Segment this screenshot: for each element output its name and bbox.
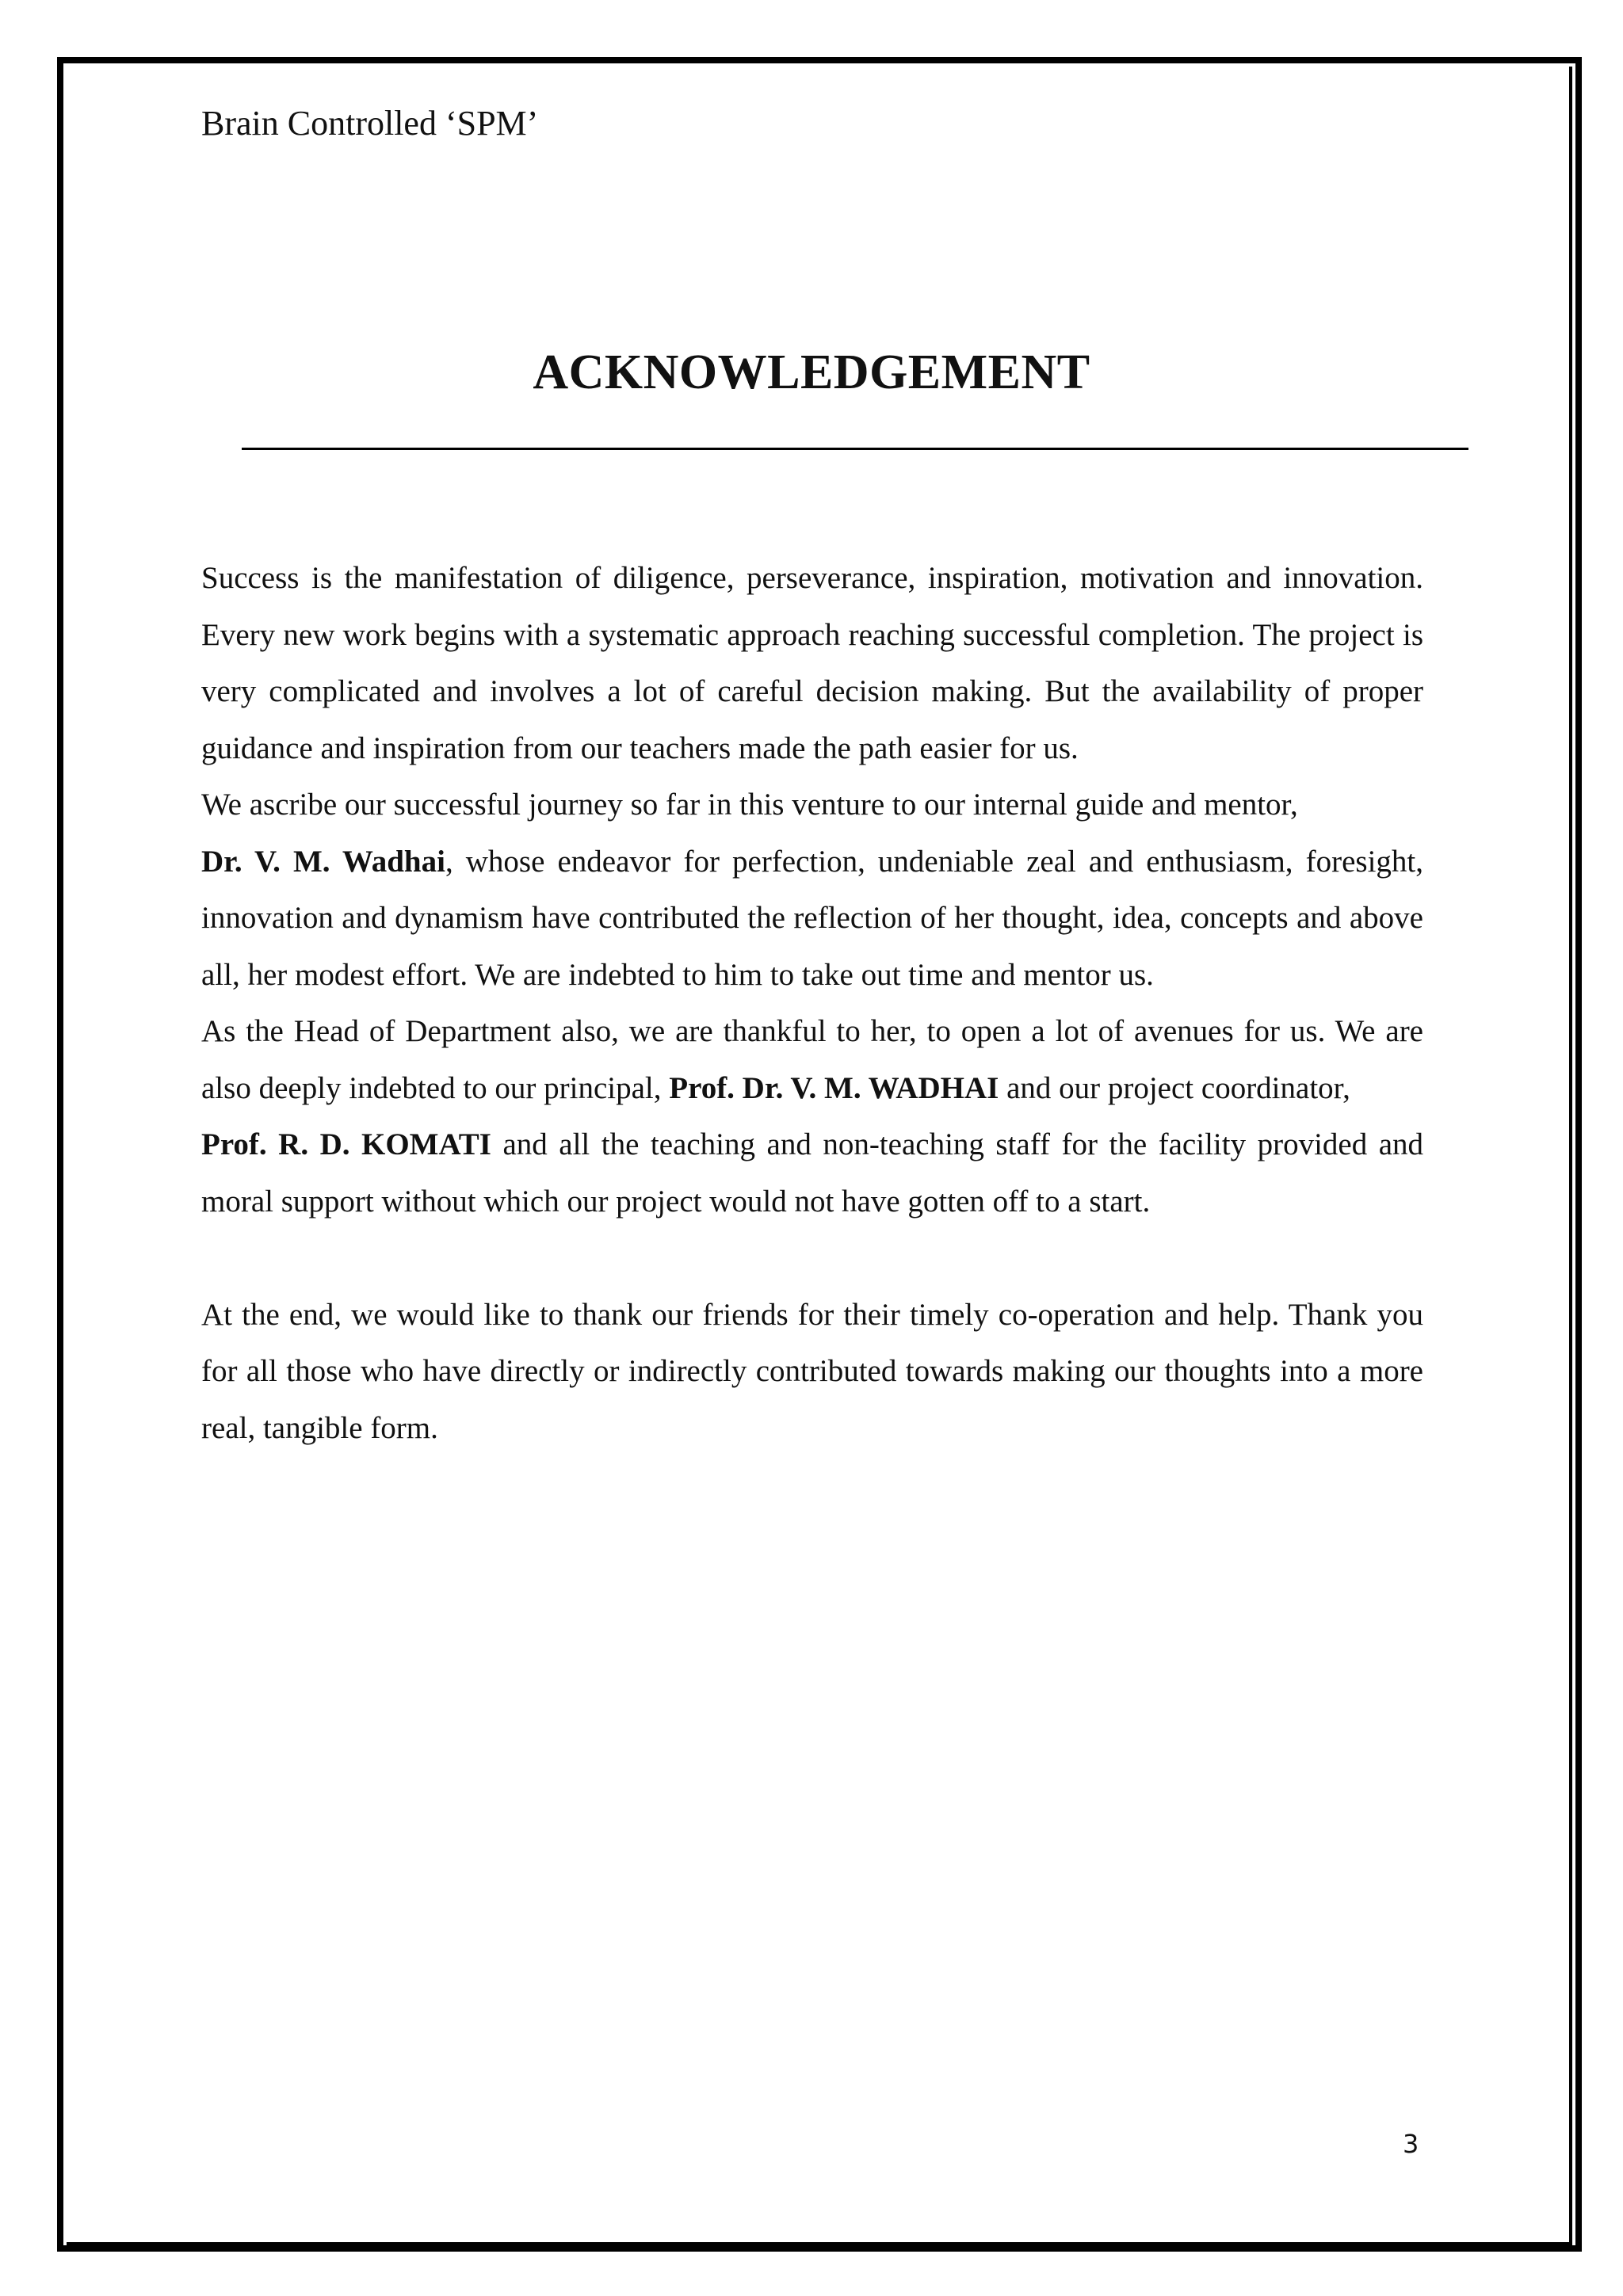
paragraph-success: Success is the manifestation of diligence, perseverance, inspiration, motivation and innovation. Every new work begins with a systematic approach reaching successful completion. The project is very complicated and involves a lot of careful decision making. But the availability of proper guidance and inspiration from our teachers made the path easier for us. bbox=[201, 561, 1423, 765]
page-title: ACKNOWLEDGEMENT bbox=[533, 345, 1090, 399]
paragraph-hod bbox=[201, 1003, 1423, 1116]
paragraph-closing: At the end, we would like to thank our friends for their timely co-operation and help. Thank you for all those who have directly or indirectly contributed towards making our thoughts into a more real, tangible form. bbox=[201, 1297, 1423, 1445]
coordinator-name: Prof. R. D. KOMATI bbox=[201, 1127, 491, 1161]
paragraph-guide bbox=[201, 833, 1423, 1004]
hod-text-a: As the Head of Department also, we are thankful to her, to open a lot of avenues for us. We are also deeply indebted to our principal, bbox=[201, 1014, 1423, 1105]
page-number: 3 bbox=[1403, 2129, 1419, 2159]
coordinator-text: and all the teaching and non-teaching staff for the facility provided and moral support without which our project would not have gotten off to a start. bbox=[201, 1127, 1424, 1219]
title-rule bbox=[242, 448, 1468, 450]
paragraph-spacer bbox=[201, 1230, 1423, 1287]
acknowledgement-body bbox=[201, 550, 1423, 1456]
guide-text: , whose endeavor for perfection, undeniable zeal and enthusiasm, foresight, innovation and dynamism have contributed the reflection of her thought, idea, concepts and above all, her modest effort. We are indebted to him to take out time and mentor us. bbox=[201, 844, 1423, 992]
paragraph-coordinator bbox=[201, 1116, 1423, 1230]
paragraph-guide-intro: We ascribe our successful journey so far in this venture to our internal guide and mentor, bbox=[201, 788, 1298, 822]
running-header: Brain Controlled ‘SPM’ bbox=[201, 104, 539, 143]
hod-text-b: and our project coordinator, bbox=[1006, 1070, 1350, 1105]
principal-name: Prof. Dr. V. M. WADHAI bbox=[669, 1070, 999, 1105]
guide-name: Dr. V. M. Wadhai bbox=[201, 844, 445, 879]
